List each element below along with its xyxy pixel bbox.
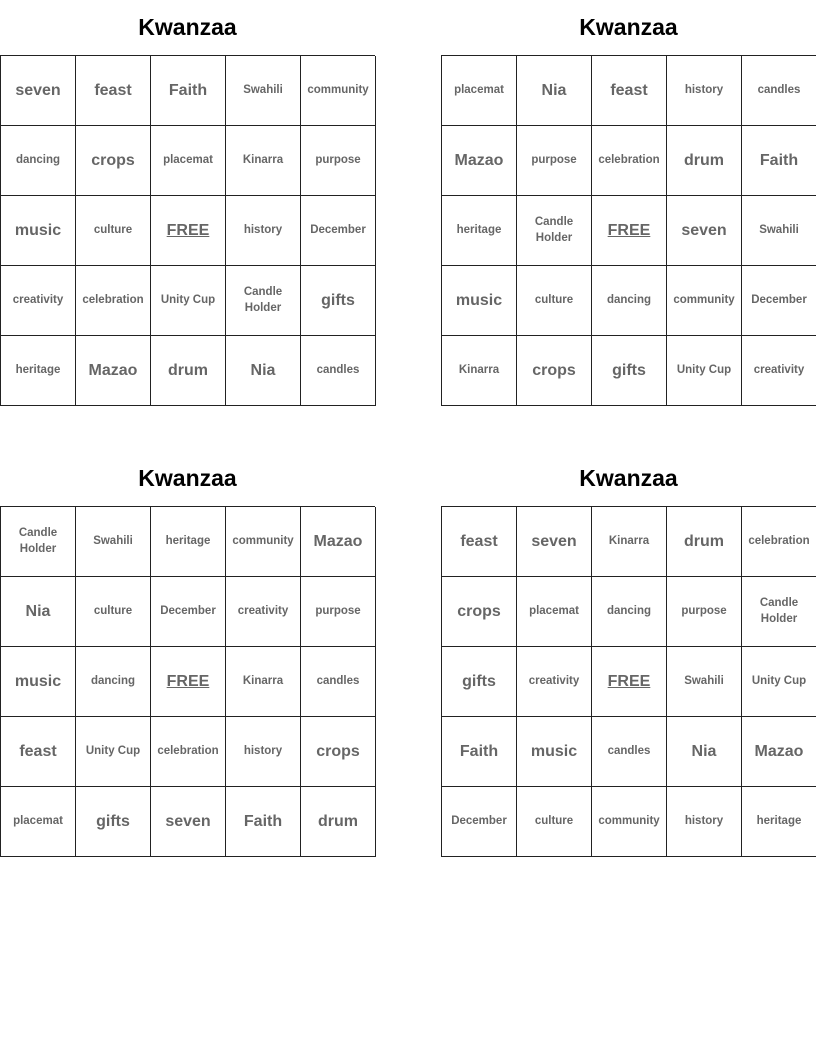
bingo-cell: Nia	[1, 577, 76, 647]
card-title: Kwanzaa	[579, 465, 678, 491]
bingo-cell: Swahili	[76, 507, 151, 577]
bingo-cell: community	[592, 787, 667, 857]
bingo-cell: community	[226, 507, 301, 577]
bingo-cell: seven	[517, 507, 592, 577]
bingo-cell: music	[1, 196, 76, 266]
bingo-cell: culture	[517, 787, 592, 857]
bingo-cell: heritage	[442, 196, 517, 266]
bingo-cell: creativity	[742, 336, 816, 406]
bingo-cell: Mazao	[442, 126, 517, 196]
free-space-cell: FREE	[151, 647, 226, 717]
bingo-cell: seven	[667, 196, 742, 266]
bingo-grid	[441, 55, 816, 406]
bingo-cell: dancing	[1, 126, 76, 196]
bingo-cell: community	[667, 266, 742, 336]
bingo-cell: candles	[592, 717, 667, 787]
bingo-cell: Faith	[151, 56, 226, 126]
bingo-cell: gifts	[442, 647, 517, 717]
bingo-cell: celebration	[592, 126, 667, 196]
bingo-cell: celebration	[742, 507, 816, 577]
bingo-grid	[0, 55, 375, 406]
bingo-cell: history	[226, 196, 301, 266]
bingo-cell: placemat	[151, 126, 226, 196]
free-space-cell: FREE	[592, 196, 667, 266]
free-space-cell: FREE	[592, 647, 667, 717]
bingo-cell: December	[301, 196, 376, 266]
bingo-cell: crops	[301, 717, 376, 787]
bingo-cell: drum	[667, 126, 742, 196]
bingo-cell: Swahili	[226, 56, 301, 126]
bingo-cell: Mazao	[76, 336, 151, 406]
bingo-cell: purpose	[517, 126, 592, 196]
bingo-cell: Kinarra	[226, 126, 301, 196]
bingo-cell: culture	[517, 266, 592, 336]
bingo-cell: drum	[667, 507, 742, 577]
bingo-cell: December	[151, 577, 226, 647]
bingo-card-4	[441, 451, 816, 857]
bingo-cell: Kinarra	[226, 647, 301, 717]
free-space-cell: FREE	[151, 196, 226, 266]
bingo-cell: creativity	[517, 647, 592, 717]
bingo-cell: Kinarra	[592, 507, 667, 577]
bingo-cell: heritage	[151, 507, 226, 577]
bingo-cell: Faith	[442, 717, 517, 787]
bingo-cell: creativity	[226, 577, 301, 647]
bingo-cell: seven	[151, 787, 226, 857]
bingo-cell: feast	[592, 56, 667, 126]
bingo-cell: music	[442, 266, 517, 336]
bingo-cell: Unity Cup	[667, 336, 742, 406]
bingo-cell: candles	[301, 336, 376, 406]
bingo-cell: Candle Holder	[226, 266, 301, 336]
bingo-cell: gifts	[301, 266, 376, 336]
bingo-cell: seven	[1, 56, 76, 126]
bingo-cell: culture	[76, 196, 151, 266]
bingo-cell: purpose	[301, 126, 376, 196]
bingo-cell: Kinarra	[442, 336, 517, 406]
bingo-cell: candles	[742, 56, 816, 126]
bingo-cell: Nia	[226, 336, 301, 406]
bingo-cell: feast	[1, 717, 76, 787]
bingo-grid	[441, 506, 816, 857]
bingo-cell: purpose	[301, 577, 376, 647]
bingo-cell: Faith	[742, 126, 816, 196]
bingo-cell: Swahili	[742, 196, 816, 266]
bingo-cell: gifts	[76, 787, 151, 857]
bingo-cell: Candle Holder	[1, 507, 76, 577]
bingo-grid	[0, 506, 375, 857]
bingo-cell: music	[1, 647, 76, 717]
bingo-cell: culture	[76, 577, 151, 647]
bingo-cell: dancing	[76, 647, 151, 717]
bingo-cell: feast	[442, 507, 517, 577]
bingo-card-3	[0, 451, 375, 857]
bingo-cell: placemat	[442, 56, 517, 126]
card-title: Kwanzaa	[138, 465, 237, 491]
bingo-cell: dancing	[592, 266, 667, 336]
bingo-cell: drum	[301, 787, 376, 857]
bingo-cell: placemat	[1, 787, 76, 857]
bingo-cell: crops	[442, 577, 517, 647]
bingo-cell: Faith	[226, 787, 301, 857]
bingo-cell: Mazao	[301, 507, 376, 577]
card-title: Kwanzaa	[579, 14, 678, 40]
bingo-cell: community	[301, 56, 376, 126]
bingo-cell: feast	[76, 56, 151, 126]
bingo-card-2	[441, 0, 816, 406]
bingo-cell: December	[442, 787, 517, 857]
bingo-cell: Swahili	[667, 647, 742, 717]
bingo-cell: candles	[301, 647, 376, 717]
bingo-cell: creativity	[1, 266, 76, 336]
bingo-cell: Candle Holder	[517, 196, 592, 266]
bingo-cell: history	[226, 717, 301, 787]
bingo-cell: heritage	[742, 787, 816, 857]
bingo-cell: heritage	[1, 336, 76, 406]
bingo-cell: gifts	[592, 336, 667, 406]
bingo-cell: music	[517, 717, 592, 787]
bingo-cell: purpose	[667, 577, 742, 647]
bingo-cell: Candle Holder	[742, 577, 816, 647]
bingo-cell: Nia	[517, 56, 592, 126]
bingo-cell: Unity Cup	[151, 266, 226, 336]
bingo-cell: history	[667, 787, 742, 857]
bingo-cell: December	[742, 266, 816, 336]
bingo-cell: drum	[151, 336, 226, 406]
bingo-cell: celebration	[151, 717, 226, 787]
bingo-cell: Unity Cup	[76, 717, 151, 787]
bingo-card-1	[0, 0, 375, 406]
bingo-cell: history	[667, 56, 742, 126]
bingo-cell: celebration	[76, 266, 151, 336]
card-title: Kwanzaa	[138, 14, 237, 40]
bingo-cell: Nia	[667, 717, 742, 787]
bingo-cell: Mazao	[742, 717, 816, 787]
bingo-cell: crops	[76, 126, 151, 196]
bingo-cell: dancing	[592, 577, 667, 647]
bingo-cell: crops	[517, 336, 592, 406]
bingo-cell: Unity Cup	[742, 647, 816, 717]
bingo-cell: placemat	[517, 577, 592, 647]
